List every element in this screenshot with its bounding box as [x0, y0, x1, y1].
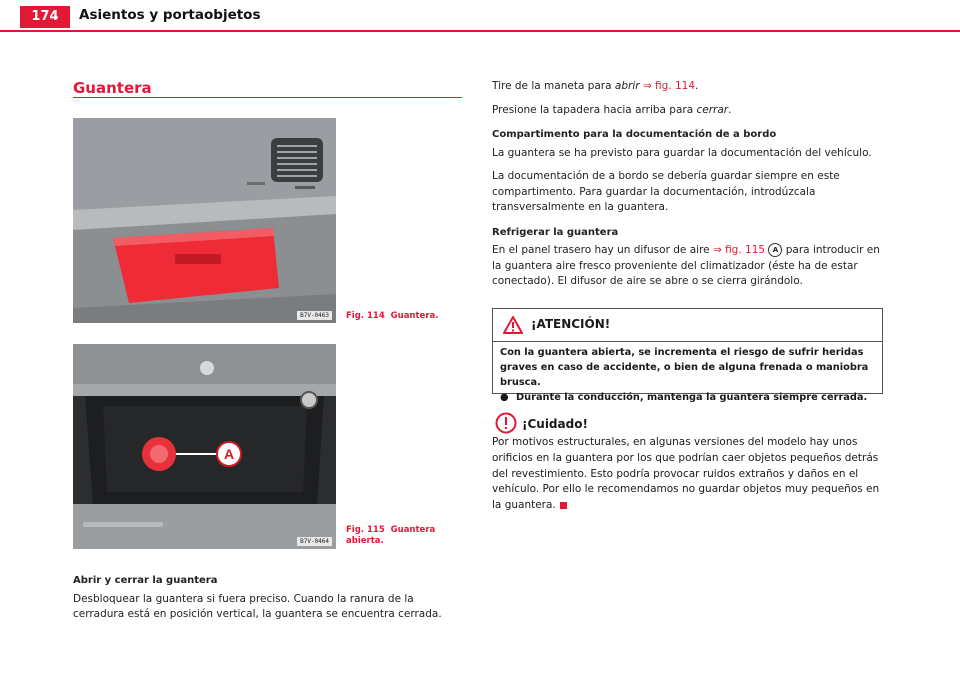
page-header	[0, 0, 960, 32]
documentation-text-2: La documentación de a bordo se debería guardar siempre en este compartimento. Para guardar la documentación, introdúzcala transversalmente en la guantera.	[492, 170, 840, 213]
figure-glovebox-closed	[73, 118, 336, 323]
chapter-title: Asientos y portaobjetos	[79, 7, 261, 23]
caution-text-block	[492, 435, 887, 514]
documentation-text-1: La guantera se ha previsto para guardar la documentación del vehículo.	[492, 146, 872, 159]
section-rule	[73, 97, 462, 98]
figure-code: B7V-0463	[297, 311, 332, 320]
fig-114-link[interactable]: ⇒ fig. 114	[642, 80, 696, 92]
warning-box	[492, 308, 883, 403]
warning-text: Con la guantera abierta, se incrementa el riesgo de sufrir heridas graves en caso de accidente, o bien de alguna frenada o maniobra brusca.	[500, 347, 869, 388]
cooling-heading: Refrigerar la guantera	[492, 226, 619, 238]
page-number: 174	[20, 6, 70, 28]
section-title: Guantera	[73, 79, 152, 97]
bullet-icon: ●	[500, 392, 509, 403]
left-column-text	[73, 573, 465, 623]
figure-114-caption: Fig. 114 Guantera.	[346, 311, 439, 321]
end-square-icon	[560, 502, 567, 509]
figure-glovebox-open	[73, 344, 336, 549]
figure-marker-a: A	[223, 446, 235, 462]
marker-a-badge: A	[768, 243, 782, 257]
warning-bullet: ● Durante la conducción, mantenga la guantera siempre cerrada.	[500, 392, 868, 403]
open-close-heading: Abrir y cerrar la guantera	[73, 575, 218, 586]
warning-title: ¡ATENCIÓN!	[531, 317, 611, 331]
figure-code: B7V-0464	[297, 537, 332, 546]
caution-title: ¡Cuidado!	[522, 417, 588, 431]
open-close-text: Desbloquear la guantera si fuera preciso. Cuando la ranura de la cerradura está en posición vertical, la guantera se encuentra cerrada.	[73, 592, 442, 620]
right-column-text	[492, 79, 887, 290]
warning-header	[493, 309, 882, 342]
fig-115-link[interactable]: ⇒ fig. 115	[712, 244, 766, 256]
warning-body	[500, 345, 878, 405]
caution-text: Por motivos estructurales, en algunas versiones del modelo hay unos orificios en la guantera por los que podrían caer objetos pequeños detrás del revestimiento. Esto podría provocar ruidos extraños y daños en el vehículo. Por ello le recomendamos no guardar objetos muy pequeños en la guantera.	[492, 436, 880, 512]
glovebox-open-illustration	[73, 344, 336, 549]
open-instruction: Tire de la maneta para abrir ⇒ fig. 114.	[492, 80, 699, 92]
warning-triangle-icon	[503, 316, 523, 334]
caution-exclamation-icon	[495, 412, 517, 434]
figure-115-caption: Fig. 115 Guantera abierta.	[346, 525, 436, 546]
close-instruction: Presione la tapadera hacia arriba para cerrar.	[492, 103, 732, 116]
cooling-text: En el panel trasero hay un difusor de aire ⇒ fig. 115 A para introducir en la guantera aire fresco proveniente del climatizador (éste ha de estar conectado). El difusor de aire se abre o se cierra girándolo.	[492, 244, 880, 287]
glovebox-closed-illustration	[73, 118, 336, 323]
documentation-heading: Compartimento para la documentación de a bordo	[492, 129, 777, 140]
